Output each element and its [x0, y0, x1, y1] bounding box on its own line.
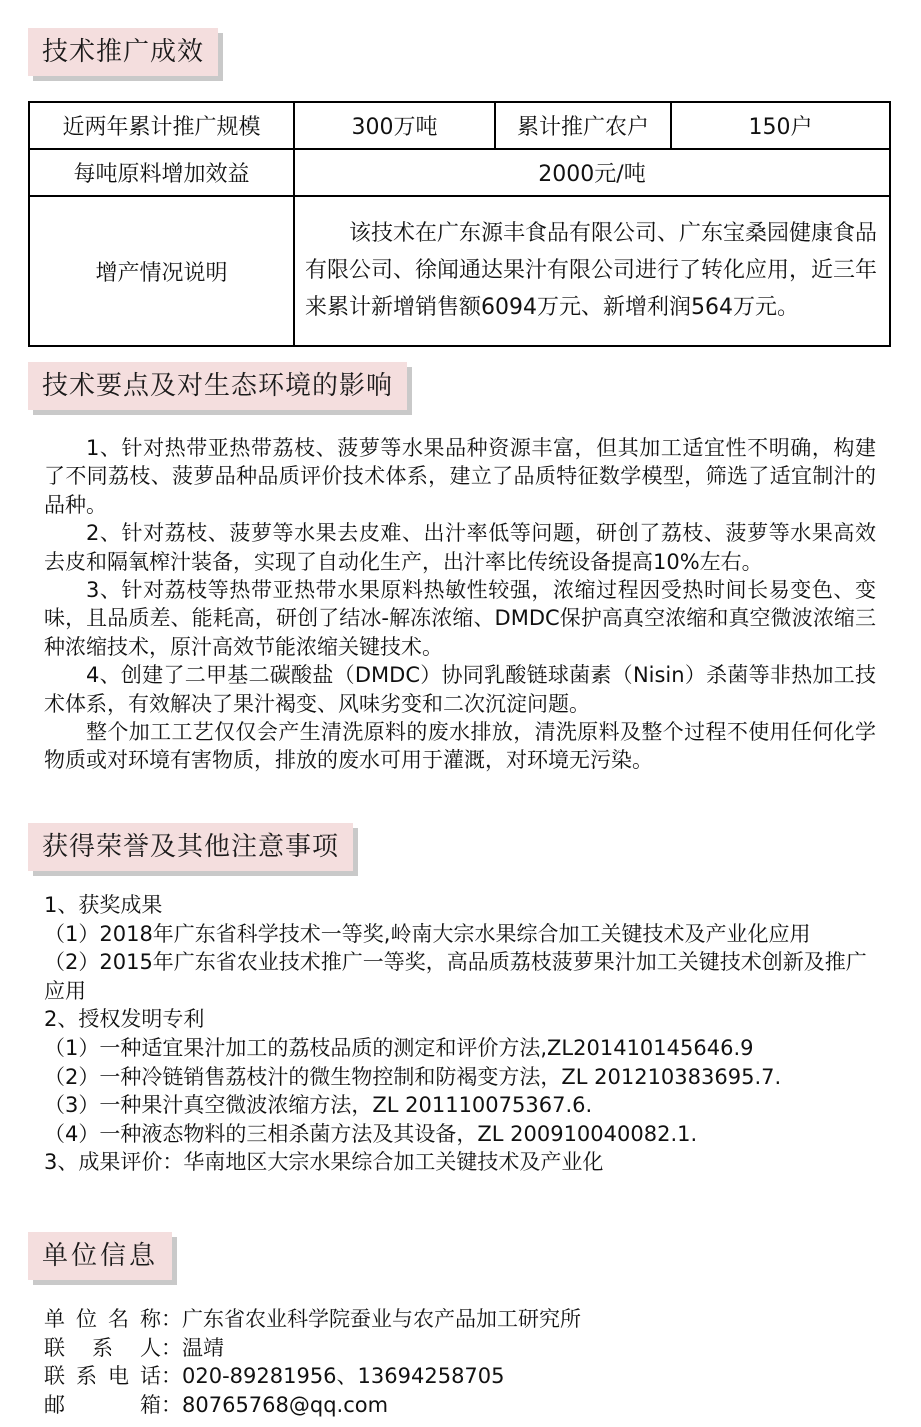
list-item: 1、获奖成果 [44, 893, 163, 917]
tech-point: 4、创建了二甲基二碳酸盐（DMDC）协同乳酸链球菌素（Nisin）杀菌等非热加工技术体系，有效解决了果汁褐变、风味劣变和二次沉淀问题。 [44, 663, 876, 716]
list-item: 3、成果评价：华南地区大宗水果综合加工关键技术及产业化 [44, 1150, 604, 1175]
list-item: （3）一种果汁真空微波浓缩方法，ZL 201110075367.6. [44, 1093, 593, 1118]
list-item: （1）2018年广东省科学技术一等奖,岭南大宗水果综合加工关键技术及产业化应用 [44, 921, 811, 946]
unit-name-row [44, 1305, 884, 1334]
scale-label: 近两年累计推广规模 [29, 102, 294, 149]
email-label: 邮 箱： [44, 1392, 182, 1417]
benefit-value: 2000元/吨 [294, 149, 890, 196]
section-title-tech: 技术要点及对生态环境的影响 [28, 362, 407, 410]
table-row [29, 149, 890, 196]
section-title-unit: 单位信息 [28, 1232, 172, 1280]
tech-point: 整个加工工艺仅仅会产生清洗原料的废水排放，清洗原料及整个过程不使用任何化学物质或对环境有害物质，排放的废水可用于灌溉，对环境无污染。 [44, 720, 876, 773]
tech-point: 1、针对热带亚热带荔枝、菠萝等水果品种资源丰富，但其加工适宜性不明确，构建了不同荔枝、菠萝品种品质评价技术体系，建立了品质特征数学模型，筛选了适宜制汁的品种。 [44, 436, 876, 517]
list-item: （2）一种冷链销售荔枝汁的微生物控制和防褐变方法，ZL 201210383695.7. [44, 1064, 782, 1089]
tech-points [44, 434, 876, 775]
section-title-honors: 获得荣誉及其他注意事项 [28, 823, 353, 871]
promotion-summary-table [28, 101, 891, 347]
desc-label: 增产情况说明 [29, 196, 294, 346]
unit-name-value: 广东省农业科学院蚕业与农产品加工研究所 [182, 1307, 581, 1331]
phone-row [44, 1362, 884, 1391]
honors-list [44, 891, 884, 1177]
email-row [44, 1391, 884, 1420]
benefit-label: 每吨原料增加效益 [29, 149, 294, 196]
table-row [29, 102, 890, 149]
contact-value: 温靖 [182, 1335, 224, 1360]
list-item: （2）2015年广东省农业技术推广一等奖，高品质荔枝菠萝果汁加工关键技术创新及推广应用 [44, 950, 867, 1003]
tech-point: 2、针对荔枝、菠萝等水果去皮难、出汁率低等问题，研创了荔枝、菠萝等水果高效去皮和隔氧榨汁装备，实现了自动化生产，出汁率比传统设备提高10%左右。 [44, 521, 876, 574]
table-row [29, 196, 890, 346]
unit-info [44, 1305, 884, 1419]
phone-value: 020-89281956、13694258705 [182, 1364, 505, 1388]
farmers-label: 累计推广农户 [495, 102, 671, 149]
unit-name-label: 单 位 名 称： [44, 1307, 182, 1331]
desc-text: 该技术在广东源丰食品有限公司、广东宝桑园健康食品有限公司、徐闻通达果汁有限公司进行了转化应用，近三年来累计新增销售额6094万元、新增利润564万元。 [294, 196, 890, 346]
tech-point: 3、针对荔枝等热带亚热带水果原料热敏性较强，浓缩过程因受热时间长易变色、变味，且品质差、能耗高，研创了结冰-解冻浓缩、DMDC保护高真空浓缩和真空微波浓缩三种浓缩技术，原汁高效节能浓缩关键技术。 [44, 578, 876, 659]
section-title-promotion: 技术推广成效 [28, 28, 218, 76]
scale-value: 300万吨 [294, 102, 495, 149]
list-item: （4）一种液态物料的三相杀菌方法及其设备，ZL 200910040082.1. [44, 1121, 698, 1146]
farmers-value: 150户 [671, 102, 890, 149]
email-value: 80765768@qq.com [182, 1392, 389, 1417]
contact-row [44, 1334, 884, 1363]
list-item: （1）一种适宜果汁加工的荔枝品质的测定和评价方法,ZL201410145646.9 [44, 1035, 754, 1060]
phone-label: 联 系 电 话： [44, 1364, 182, 1388]
contact-label: 联 系 人： [44, 1335, 182, 1360]
list-item: 2、授权发明专利 [44, 1007, 205, 1032]
